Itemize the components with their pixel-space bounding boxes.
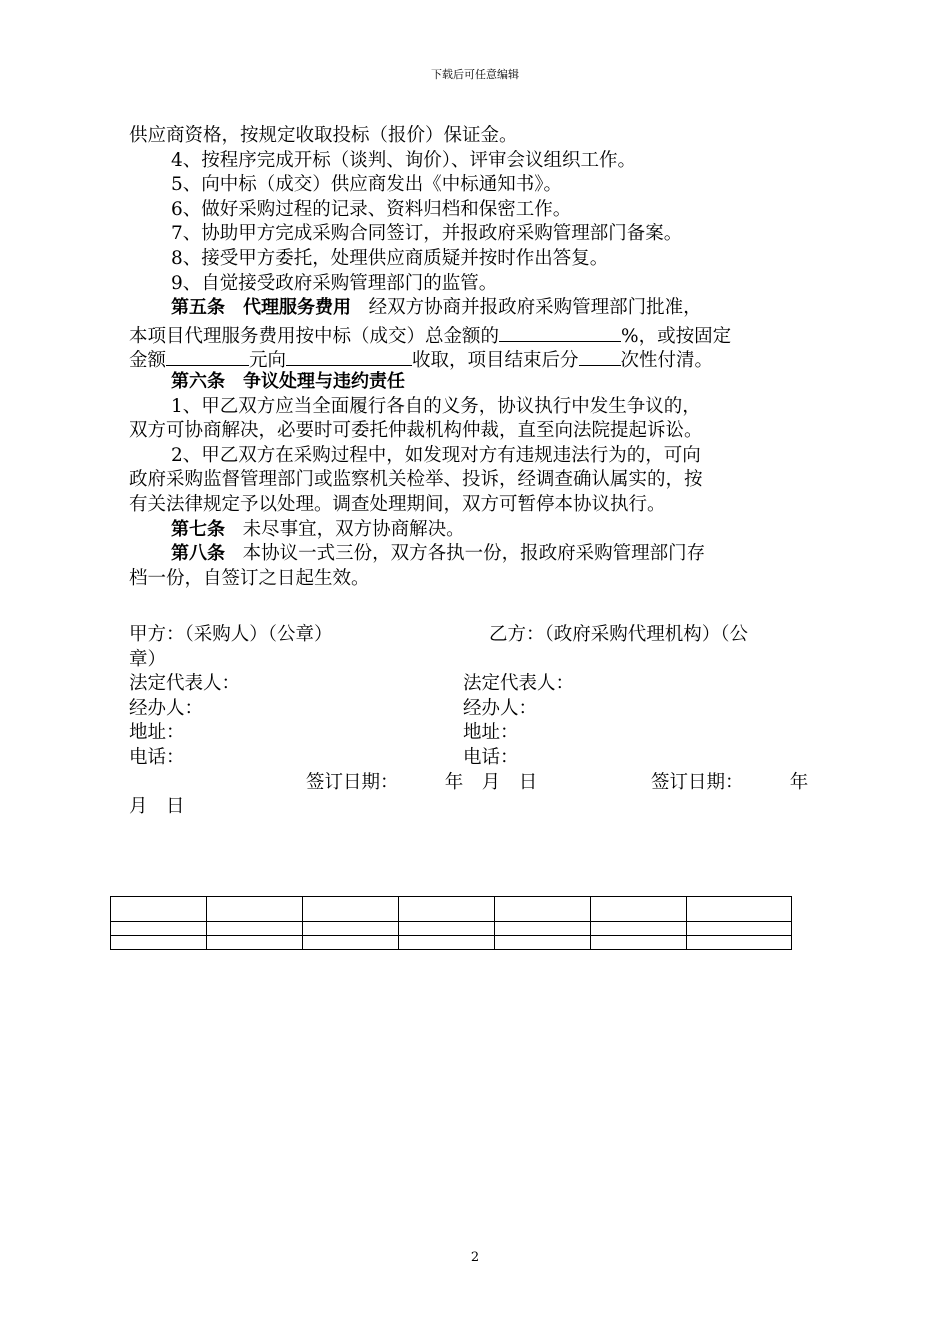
table-row: [111, 922, 792, 936]
article-5-title: 第五条 代理服务费用: [171, 297, 351, 319]
table-cell: [111, 936, 207, 950]
signature-row: [129, 721, 824, 746]
table-cell: [207, 936, 303, 950]
blank-amount-field[interactable]: [166, 345, 249, 366]
paragraph: 4、按程序完成开标（谈判、询价）、评审会议组织工作。: [171, 149, 637, 171]
table-cell: [591, 897, 687, 922]
blank-table: [110, 896, 792, 950]
table-cell: [399, 922, 495, 936]
table-cell: [303, 936, 399, 950]
article-5-text: 次性付清。: [620, 350, 714, 372]
article-5-text: 元向: [249, 350, 287, 372]
table-cell: [687, 922, 792, 936]
address-a-label: 地址：: [129, 722, 185, 744]
blank-payee-field[interactable]: [286, 345, 412, 366]
paragraph: 供应商资格，按规定收取投标（报价）保证金。: [129, 125, 518, 146]
article-6-title: 第六条 争议处理与违约责任: [171, 370, 405, 392]
article-5-text: 收取，项目结束后分: [412, 350, 579, 372]
table-cell: [687, 897, 792, 922]
page-number: 2: [470, 1250, 480, 1265]
table-cell: [591, 936, 687, 950]
date-b-label-continued: 月 日: [129, 796, 185, 818]
article-7-line: [129, 518, 824, 543]
table-cell: [591, 922, 687, 936]
address-b-label: 地址：: [463, 722, 519, 744]
table-row: [111, 897, 792, 922]
table-cell: [495, 897, 591, 922]
article-7-title: 第七条: [171, 518, 225, 540]
table-row: [111, 936, 792, 950]
article-8-title: 第八条: [171, 543, 225, 565]
signature-row: [129, 795, 824, 820]
table-cell: [111, 922, 207, 936]
phone-a-label: 电话：: [129, 746, 185, 768]
table-cell: [495, 936, 591, 950]
party-b-label-continued: 章）: [129, 648, 167, 670]
handler-a-label: 经办人：: [129, 697, 204, 719]
paragraph: 5、向中标（成交）供应商发出《中标通知书》。: [171, 174, 563, 196]
paragraph: 9、自觉接受政府采购管理部门的监管。: [171, 272, 498, 294]
paragraph: 双方可协商解决，必要时可委托仲裁机构仲裁，直至向法院提起诉讼。: [129, 420, 703, 442]
blank-percent-field[interactable]: [499, 321, 621, 342]
phone-b-label: 电话：: [463, 746, 519, 768]
table-cell: [303, 897, 399, 922]
legal-rep-a-label: 法定代表人：: [129, 673, 241, 695]
article-5-line-1: [129, 296, 824, 321]
article-8-text: 本协议一式三份，双方各执一份，报政府采购管理部门存: [242, 543, 706, 565]
date-b-label: 签订日期： 年: [651, 771, 809, 793]
table-cell: [207, 922, 303, 936]
paragraph: 6、做好采购过程的记录、资料归档和保密工作。: [171, 198, 572, 220]
signature-row: [129, 648, 824, 673]
contract-body: [129, 124, 824, 591]
table-cell: [399, 897, 495, 922]
table-cell: [687, 936, 792, 950]
paragraph: 7、协助甲方完成采购合同签订，并报政府采购管理部门备案。: [171, 223, 683, 245]
article-5-text: 本项目代理服务费用按中标（成交）总金额的: [129, 325, 500, 347]
table-cell: [399, 936, 495, 950]
handler-b-label: 经办人：: [463, 697, 538, 719]
paragraph: 8、接受甲方委托，处理供应商质疑并按时作出答复。: [171, 247, 609, 269]
party-a-label: 甲方：（采购人）（公章）: [129, 624, 333, 645]
page-header: 下载后可任意编辑: [431, 68, 519, 81]
article-8-line-1: [129, 542, 824, 567]
paragraph: 政府采购监督管理部门或监察机关检举、投诉，经调查确认属实的，按: [129, 469, 703, 491]
table-cell: [111, 897, 207, 922]
party-b-label: 乙方：（政府采购代理机构）（公: [489, 624, 749, 645]
paragraph: 有关法律规定予以处理。调查处理期间，双方可暂停本协议执行。: [129, 493, 666, 515]
paragraph: 1、甲乙双方应当全面履行各自的义务，协议执行中发生争议的，: [171, 395, 701, 417]
date-a-label: 签订日期： 年 月 日: [306, 771, 538, 793]
article-6-title-line: [129, 370, 824, 395]
signature-block: [129, 623, 824, 820]
legal-rep-b-label: 法定代表人：: [463, 673, 575, 695]
signature-row: [129, 746, 824, 771]
signature-date-row: [129, 771, 824, 796]
article-5-text: 经双方协商并报政府采购管理部门批准，: [368, 297, 702, 319]
table-cell: [207, 897, 303, 922]
signature-row: [129, 697, 824, 722]
article-5-line-3: [129, 345, 824, 370]
table-cell: [303, 922, 399, 936]
article-5-line-2: [129, 321, 824, 346]
signature-party-row: [129, 623, 824, 648]
paragraph: 档一份，自签订之日起生效。: [129, 567, 370, 589]
blank-installments-field[interactable]: [579, 345, 621, 366]
article-7-text: 未尽事宜，双方协商解决。: [242, 518, 465, 540]
paragraph: 2、甲乙双方在采购过程中，如发现对方有违规违法行为的，可向: [171, 444, 701, 466]
article-5-text: 金额: [129, 350, 167, 372]
signature-row: [129, 672, 824, 697]
article-5-text: %，或按固定: [621, 325, 732, 347]
table-cell: [495, 922, 591, 936]
